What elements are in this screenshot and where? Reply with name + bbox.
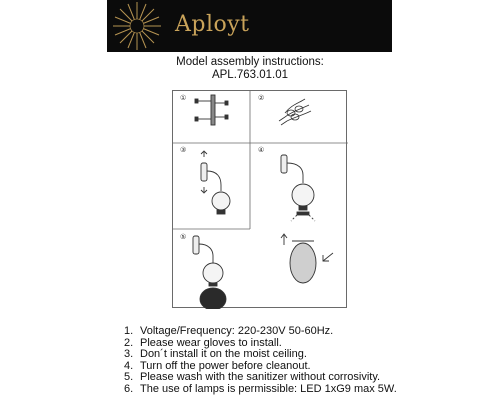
heading-title: Model assembly instructions: — [176, 56, 324, 68]
instruction-text: Turn off the power before cleanout. — [140, 359, 311, 372]
finished-lamp-icon — [193, 236, 226, 309]
instruction-list — [124, 326, 397, 396]
shade-assembly-icon — [281, 155, 333, 283]
step-5-label: ⑤ — [180, 233, 187, 241]
brand-banner — [107, 0, 392, 52]
model-number: APL.763.01.01 — [211, 69, 289, 81]
assembly-diagram — [172, 90, 347, 308]
instruction-number: 3. — [124, 348, 134, 361]
instruction-text: Please wash with the sanitizer without corrosivity. — [140, 371, 381, 384]
wiring-connection-icon — [279, 99, 311, 125]
instruction-text: Don´t install it on the moist ceiling. — [140, 348, 307, 361]
instruction-number: 2. — [124, 336, 134, 349]
page-heading — [0, 56, 500, 82]
sunburst-logo-icon — [107, 0, 167, 52]
step-3-label: ③ — [180, 146, 187, 154]
brand-logo-text: Aployt — [175, 12, 250, 37]
instruction-number: 5. — [124, 371, 134, 384]
instruction-item — [124, 384, 397, 396]
step-1-label: ① — [180, 94, 187, 102]
mounting-plate-icon — [195, 95, 228, 125]
instruction-text: The use of lamps is permissible: LED 1xG9 max 5W. — [140, 382, 397, 395]
assembly-steps-drawing — [173, 91, 348, 309]
step-4-label: ④ — [258, 146, 265, 154]
instruction-text: Please wear gloves to install. — [140, 336, 282, 349]
instruction-number: 1. — [124, 325, 134, 337]
step-2-label: ② — [258, 94, 265, 102]
instruction-text: Voltage/Frequency: 220-230V 50-60Hz. — [140, 325, 334, 337]
instruction-number: 6. — [124, 382, 134, 395]
lamp-body-icon — [201, 151, 230, 214]
instruction-number: 4. — [124, 359, 134, 372]
